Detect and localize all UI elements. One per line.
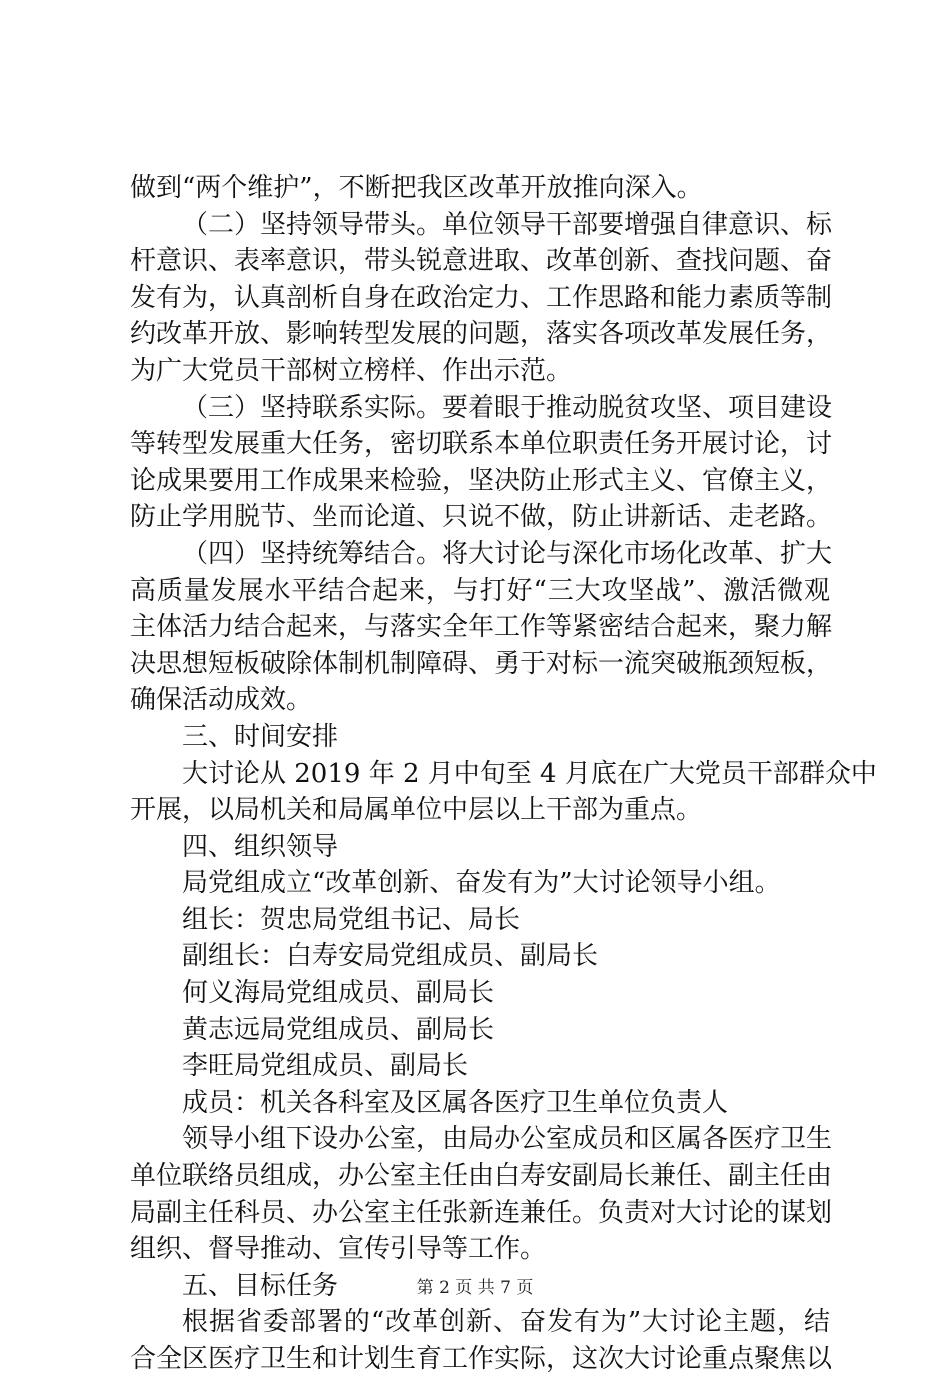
text-line: 李旺局党组成员、副局长 bbox=[182, 1051, 469, 1082]
text-line: 高质量发展水平结合起来，与打好“三大攻坚战”、激活微观 bbox=[130, 575, 830, 606]
text-line: 局党组成立“改革创新、奋发有为”大讨论领导小组。 bbox=[182, 868, 781, 899]
text-line: 发有为，认真剖析自身在政治定力、工作思路和能力素质等制 bbox=[130, 282, 833, 313]
text-line: 组织、督导推动、宣传引导等工作。 bbox=[130, 1234, 547, 1265]
text-line: 约改革开放、影响转型发展的问题，落实各项改革发展任务， bbox=[130, 319, 833, 350]
text-line: 做到“两个维护”，不断把我区改革开放推向深入。 bbox=[130, 173, 703, 203]
text-line: 五、目标任务 bbox=[182, 1270, 339, 1301]
text-line: 黄志远局党组成员、副局长 bbox=[182, 1014, 495, 1045]
text-line: 论成果要用工作成果来检验，坚决防止形式主义、官僚主义， bbox=[130, 465, 833, 496]
text-line: 何义海局党组成员、副局长 bbox=[182, 978, 495, 1009]
text-line: （四）坚持统筹结合。将大讨论与深化市场化改革、扩大 bbox=[182, 538, 833, 569]
text-line: 单位联络员组成，办公室主任由白寿安副局长兼任、副主任由 bbox=[130, 1161, 833, 1192]
text-line: 为广大党员干部树立榜样、作出示范。 bbox=[130, 355, 573, 386]
text-line: 局副主任科员、办公室主任张新连兼任。负责对大讨论的谋划 bbox=[130, 1197, 833, 1228]
text-line: 四、组织领导 bbox=[182, 831, 339, 862]
text-line: 防止学用脱节、坐而论道、只说不做，防止讲新话、走老路。 bbox=[130, 502, 833, 533]
text-line: 组长：贺忠局党组书记、局长 bbox=[182, 904, 521, 935]
text-line: 副组长：白寿安局党组成员、副局长 bbox=[182, 941, 599, 972]
text-line: 等转型发展重大任务，密切联系本单位职责任务开展讨论，讨 bbox=[130, 429, 833, 460]
text-line: 三、时间安排 bbox=[182, 721, 339, 752]
text-line: 确保活动成效。 bbox=[130, 685, 313, 716]
page-number-footer: 第 2 页 共 7 页 bbox=[416, 1278, 534, 1298]
text-line: 领导小组下设办公室，由局办公室成员和区属各医疗卫生 bbox=[182, 1124, 833, 1155]
document-body bbox=[130, 170, 877, 1378]
text-line: （三）坚持联系实际。要着眼于推动脱贫攻坚、项目建设 bbox=[182, 392, 833, 423]
text-line: （二）坚持领导带头。单位领导干部要增强自律意识、标 bbox=[182, 209, 833, 240]
text-line: 杆意识、表率意识，带头锐意进取、改革创新、查找问题、奋 bbox=[130, 246, 833, 277]
text-line: 成员：机关各科室及区属各医疗卫生单位负责人 bbox=[182, 1087, 729, 1118]
text-line: 根据省委部署的“改革创新、奋发有为”大讨论主题，结 bbox=[182, 1307, 830, 1338]
text-line: 大讨论从 2019 年 2 月中旬至 4 月底在广大党员干部群众中 bbox=[182, 758, 877, 789]
text-line: 合全区医疗卫生和计划生育工作实际，这次大讨论重点聚焦以 bbox=[130, 1344, 833, 1374]
text-line: 决思想短板破除体制机制障碍、勇于对标一流突破瓶颈短板， bbox=[130, 648, 833, 679]
text-line: 主体活力结合起来，与落实全年工作等紧密结合起来，聚力解 bbox=[130, 612, 833, 643]
text-line: 开展，以局机关和局属单位中层以上干部为重点。 bbox=[130, 795, 703, 826]
